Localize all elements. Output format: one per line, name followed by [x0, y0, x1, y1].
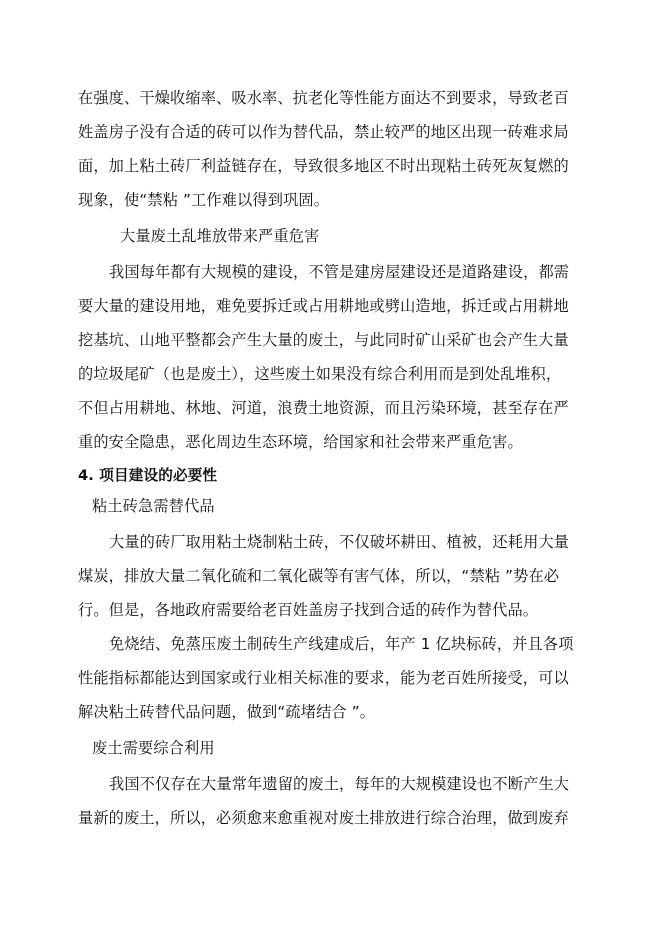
para2-line-6: 重的安全隐患，恶化周边生态环境，给国家和社会带来严重危害。 — [78, 433, 523, 451]
section-4-heading: 4. 项目建设的必要性 — [78, 467, 218, 484]
para2-line-3: 挖基坑、山地平整都会产生大量的废土，与此同时矿山采矿也会产生大量 — [78, 331, 569, 349]
para5-line-1: 我国不仅存在大量常年遗留的废土，每年的大规模建设也不断产生大 — [109, 775, 570, 793]
para2-line-1: 我国每年都有大规模的建设，不管是建房屋建设还是道路建设，都需 — [109, 263, 570, 281]
para4-line-1: 免烧结、免蒸压废土制砖生产线建成后，年产 1 亿块标砖，并且各项 — [109, 635, 574, 653]
para5-line-2: 量新的废土，所以，必须愈来愈重视对废土排放进行综合治理，做到废弃 — [78, 809, 569, 827]
para1-line-2: 姓盖房子没有合适的砖可以作为替代品，禁止较严的地区出现一砖难求局 — [78, 123, 569, 141]
para2-line-5: 不但占用耕地、林地、河道，浪费土地资源，而且污染环境，甚至存在严 — [78, 399, 569, 417]
para4-line-2: 性能指标都能达到国家或行业相关标准的要求，能为老百姓所接受，可以 — [78, 669, 569, 687]
subheading-waste-soil-utilization: 废土需要综合利用 — [92, 739, 215, 757]
para3-line-3: 行。但是，各地政府需要给老百姓盖房子找到合适的砖作为替代品。 — [78, 601, 539, 619]
para4-line-3: 解决粘土砖替代品问题，做到“疏堵结合 ”。 — [78, 703, 376, 721]
para1-line-3: 面，加上粘土砖厂利益链存在，导致很多地区不时出现粘土砖死灰复燃的 — [78, 157, 569, 175]
heading-waste-soil-hazard: 大量废土乱堆放带来严重危害 — [120, 227, 320, 245]
para3-line-1: 大量的砖厂取用粘土烧制粘土砖，不仅破坏耕田、植被，还耗用大量 — [109, 533, 570, 551]
para2-line-2: 要大量的建设用地，难免要拆迁或占用耕地或劈山造地，拆迁或占用耕地 — [78, 297, 569, 315]
para2-line-4: 的垃圾尾矿（也是废土），这些废土如果没有综合利用而是到处乱堆积， — [78, 365, 562, 383]
para1-line-1: 在强度、干燥收缩率、吸水率、抗老化等性能方面达不到要求，导致老百 — [78, 89, 569, 107]
para3-line-2: 煤炭，排放大量二氧化硫和二氧化碳等有害气体，所以，“禁粘 ”势在必 — [78, 567, 560, 585]
subheading-clay-brick-substitute: 粘土砖急需替代品 — [92, 497, 215, 515]
para1-line-4: 现象，使“禁粘 ”工作难以得到巩固。 — [78, 191, 330, 209]
